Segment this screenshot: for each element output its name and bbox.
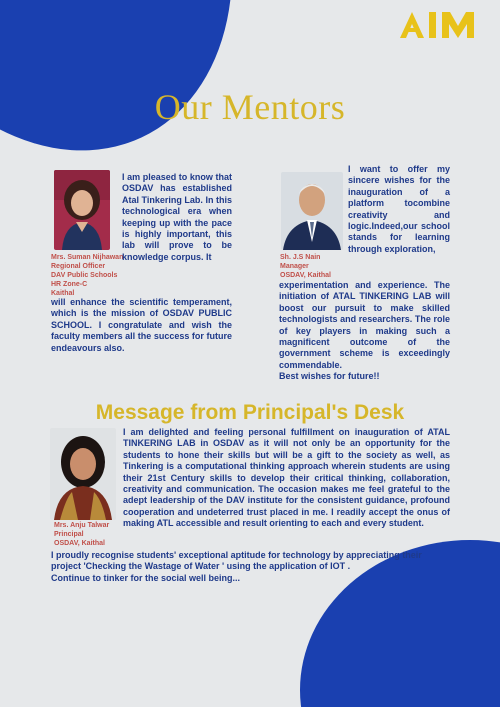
principal-heading: Message from Principal's Desk xyxy=(95,401,405,424)
mentor1-message-continued: will enhance the scientific temperament, which is the mission of OSDAV PUBLIC SCHOOL. I congratulate and wish the faculty members all the success for future endeavours also. xyxy=(51,297,232,353)
principal-photo xyxy=(50,428,116,520)
mentor1-message-side: I am pleased to know that OSDAV has established Atal Tinkering Lab. In this technological era when keeping up with the pace is highly important, this lab will prove to be knowledge corpus. It xyxy=(122,172,232,262)
mentor1-photo xyxy=(54,170,110,250)
principal-message-continued: I proudly recognise students' exceptional aptitude for technology by appreciating their project 'Checking the Wastage of Water ' using the application of IOT . Continue to tinker for the social well being... xyxy=(51,550,451,584)
mentor2-photo xyxy=(281,172,343,250)
principal-message-side: I am delighted and feeling personal fulfillment on inauguration of ATAL TINKERING LAB in OSDAV as it will not only be an opportunity for the students to hone their skills but will be a gift to the society as well, as Tinkering is a computational thinking approach wherein students are using their 21st Century skills to develop their critical thinking, collaboration, creativity and communication. The occasion makes me feel grateful to the adept leadership of the DAV institute for the consistent guidance, profound cooperation and undeterred trust placed in me. I readily accept the onus of making ATL accessible and result orienting to each and every student. xyxy=(123,427,450,529)
mentor2-message-continued: experimentation and experience. The initiation of ATAL TINKERING LAB will boost our pursuit to make skilled technologists and researchers. The role of key players in making such a magnificent outcome of the government scheme is exceedingly commendable. Best wishes for future!! xyxy=(279,280,450,382)
mentor1-caption: Mrs. Suman Nijhawan Regional Officer DAV Public Schools HR Zone-C Kaithal xyxy=(51,254,124,297)
principal-caption: Mrs. Anju Talwar Principal OSDAV, Kaithal xyxy=(54,522,110,547)
mentor2-message-side: I want to offer my sincere wishes for the inauguration of a platform tocombine creativity and logic.Indeed,our school stands for learning through exploration, xyxy=(348,164,450,254)
page-title: Our Mentors xyxy=(154,87,346,127)
mentor2-caption: Sh. J.S Nain Manager OSDAV, Kaithal xyxy=(280,254,331,279)
mentor2-closing: Best wishes for future!! xyxy=(279,371,380,382)
principal-closing: Continue to tinker for the social well being... xyxy=(51,572,241,583)
aim-logo xyxy=(398,8,480,42)
